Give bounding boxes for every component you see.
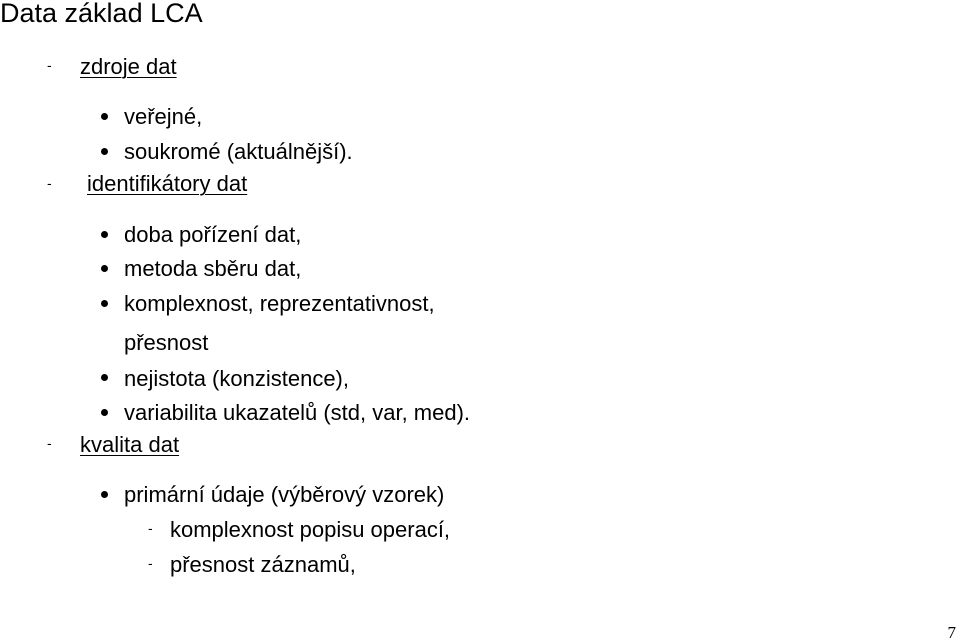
sub-list-item: komplexnost popisu operací,: [170, 517, 451, 542]
dash-marker: -: [47, 435, 52, 451]
list-item: nejistota (konzistence),: [124, 366, 349, 391]
sub-list-item: přesnost záznamů,: [170, 552, 356, 577]
bullet-icon: [101, 265, 108, 272]
list-item: variabilita ukazatelů (std, var, med).: [124, 400, 471, 425]
list-item: primární údaje (výběrový vzorek): [124, 482, 445, 507]
list-item: metoda sběru dat,: [124, 256, 302, 281]
bullet-icon: [101, 300, 108, 307]
dash-marker: -: [148, 520, 153, 536]
section-heading-identifikatory-dat: identifikátory dat: [87, 171, 248, 196]
list-item: soukromé (aktuálnější).: [124, 139, 353, 164]
dash-marker: -: [47, 175, 52, 191]
list-item-continuation: přesnost: [124, 330, 209, 355]
section-heading-zdroje-dat: zdroje dat: [80, 54, 177, 79]
section-heading-kvalita-dat: kvalita dat: [80, 432, 180, 457]
bullet-icon: [101, 374, 108, 381]
bullet-icon: [101, 409, 108, 416]
page-number: 7: [947, 623, 956, 642]
bullet-icon: [101, 113, 108, 120]
list-item: komplexnost, reprezentativnost,: [124, 291, 435, 316]
slide-title: Data základ LCA: [0, 0, 203, 28]
dash-marker: -: [47, 57, 52, 73]
list-item: veřejné,: [124, 104, 203, 129]
bullet-icon: [101, 491, 108, 498]
list-item: doba pořízení dat,: [124, 222, 302, 247]
bullet-icon: [101, 148, 108, 155]
bullet-icon: [101, 231, 108, 238]
dash-marker: -: [148, 555, 153, 571]
